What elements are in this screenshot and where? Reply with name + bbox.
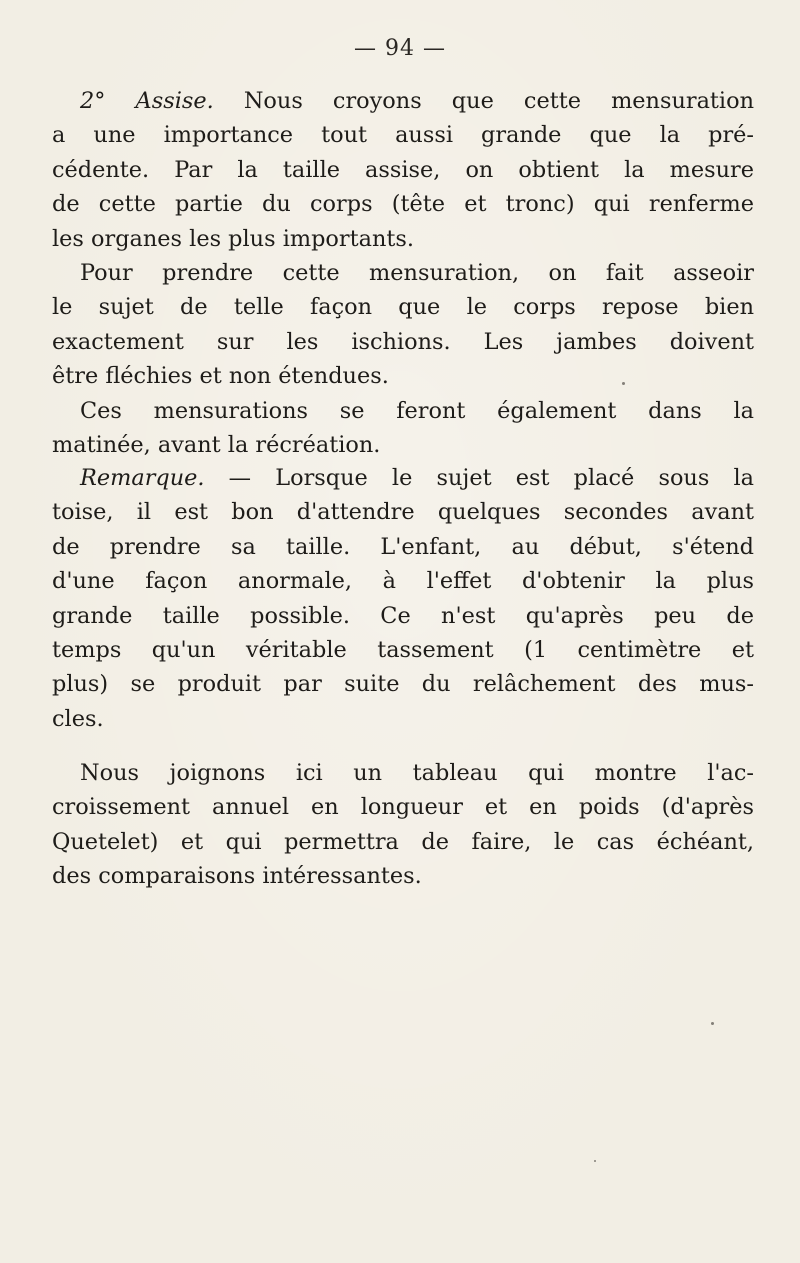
text-line: les organes les plus importants. [52,225,414,252]
text-line: le sujet de telle façon que le corps repose bien [52,294,754,321]
section-heading: 2° Assise. [80,88,214,114]
text-line: des comparaisons intéressantes. [52,863,422,890]
text-line: croissement annuel en longueur et en poids (d'après [52,794,754,821]
paper-speck [711,1022,714,1025]
text-line: de prendre sa taille. L'enfant, au début, s'étend [52,533,754,560]
text-line: a une importance tout aussi grande que la pré- [52,122,754,149]
text-line [52,461,754,495]
remark-heading: Remarque. [80,465,205,491]
page-number: — 94 — [354,36,446,61]
paragraph-assise [52,84,754,462]
text-span: Nous croyons que cette mensuration [213,88,754,114]
text-line: grande taille possible. Ce n'est qu'après peu de [52,602,754,629]
text-line: Nous joignons ici un tableau qui montre l'ac- [80,760,754,786]
text-line: de cette partie du corps (tête et tronc) qui renferme [52,191,754,218]
text-line: cles. [52,705,104,732]
text-line: Pour prendre cette mensuration, on fait asseoir [80,259,754,286]
text-line: Ces mensurations se feront également dans la [80,397,754,424]
text-line: Quetelet) et qui permettra de faire, le cas échéant, [52,828,754,855]
paragraph-tableau [52,756,754,894]
text-line: d'une façon anormale, à l'effet d'obtenir la plus [52,568,754,595]
text-line: matinée, avant la récréation. [52,431,381,458]
text-line: toise, il est bon d'attendre quelques secondes avant [52,499,754,526]
text-line [52,84,754,118]
text-line: cédente. Par la taille assise, on obtient la mesure [52,156,754,183]
text-line: temps qu'un véritable tassement (1 centimètre et [52,636,754,663]
paragraph-remarque [52,461,754,736]
paper-speck [622,382,625,385]
text-span: — Lorsque le sujet est placé sous la [204,465,754,491]
text-line: être fléchies et non étendues. [52,363,389,390]
text-line: exactement sur les ischions. Les jambes doivent [52,328,754,355]
text-line: plus) se produit par suite du relâchement des mus- [52,671,754,698]
paper-speck [594,1160,596,1162]
